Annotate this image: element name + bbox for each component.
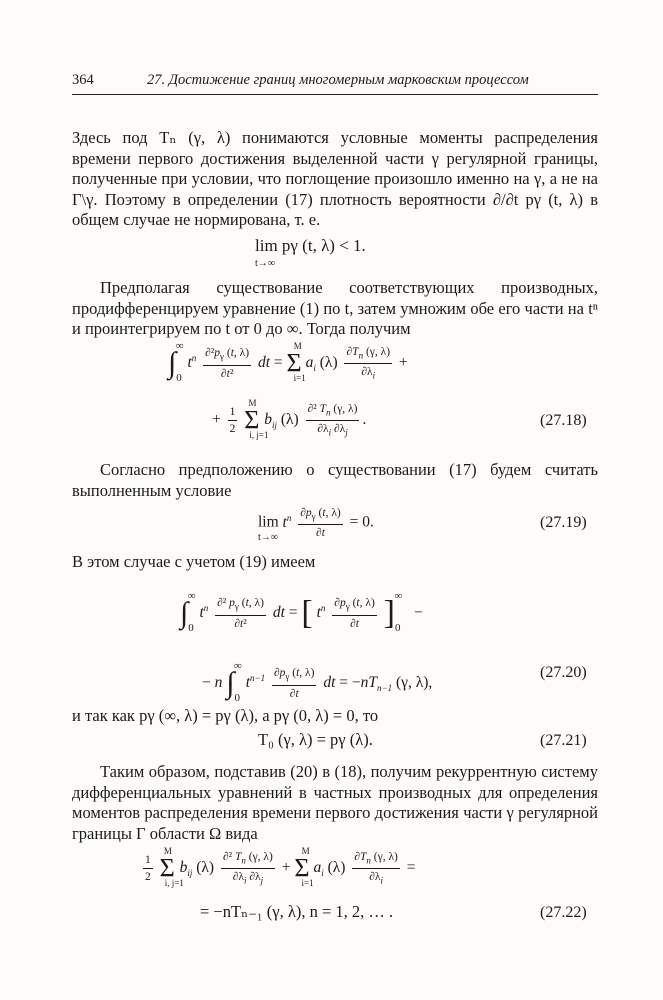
paragraph-5: и так как pγ (∞, λ) = pγ (λ), а pγ (0, λ) = 0, то [72,706,379,725]
paragraph-1: Здесь под Tₙ (γ, λ) понимаются условные моменты распределения времени первого достижения выделенной части γ регулярной границы, полученные при условии, что поглощение произошло именно на γ, а не на Γ\γ. Поэтому в определении (17) плотность вероятности ∂/∂t pγ (t, λ) в общем случае не нормирована, т. е. [72,128,598,229]
equation-limit: lim pγ (t, λ) < 1. [255,236,366,255]
equation-27-21: T₀ (γ, λ) = pγ (λ). [258,730,373,749]
paragraph-4: В этом случае с учетом (19) имеем [72,552,316,571]
equation-27-20-line2: − n $\int_0^\infty$ $t^{n-1}$ $\frac{\partial p_\gamma (t, \lambda)}{\partial t}$ dt = $-nT_{n-1}$ (γ, λ), [202,660,433,704]
page-number: 364 [72,72,94,88]
equation-number-27-21: (27.21) [540,732,587,749]
equation-27-18-line1: $\int_0^\infty$ $t^n$ $\frac{\partial^2p_\gamma (t, \lambda)}{\text{∂t²}}$ dt = $\Sigma_{i=1}^M$ $a_i$ (λ) $\frac{\partial T_n (\gamma, \lambda)}{\partial\lambda_i}$ + [168,340,408,384]
paragraph-6: Таким образом, подставив (20) в (18), получим рекуррентную систему дифференциальных уравнений в частных производных для определения моментов распределения времени первого достижения части γ регулярной границы Γ области Ω вида [72,762,598,843]
running-title: 27. Достижение границ многомерным марковским процессом [147,72,529,88]
equation-27-19: $\lim t^n$ $\frac{\partial p_\gamma (t, \lambda)}{\partial t}$ = 0. [258,507,374,540]
paragraph-3: Согласно предположению о существовании (17) будем считать выполненным условие [72,460,598,500]
equation-27-20-line1: $\int_0^\infty$ $t^n$ $\frac{\partial^2 p_\gamma (t, \lambda)}{\text{∂t²}}$ dt = [ $t^n$ $\frac{\partial p_\gamma (t, \lambda)}{\partial t}$ ]$_0^\infty$ − [180,590,423,634]
equation-27-22-line1: $\frac{1}{2}$ $\Sigma_{i, j=1}^M$ $b_{ij}$ (λ) $\frac{\partial^2 T_n (\gamma, \lambda)}{\partial\lambda_i \partial\lambda_j}$ + $\Sigma_{i=1}^M$ $a_i$ (λ) $\frac{\partial T_n (\gamma, \lambda)}{\partial\lambda_i}$ = [145,846,416,888]
equation-number-27-22: (27.22) [540,904,587,921]
equation-limit-subscript: t→∞ [255,258,275,269]
equation-27-19-subscript: t→∞ [258,532,278,543]
equation-number-27-18: (27.18) [540,412,587,429]
equation-27-18-line2: + $\frac{1}{2}$ $\Sigma_{i, j=1}^M$ $b_{ij}$ (λ) $\frac{\partial^2 T_n (\gamma, \lambda)}{\partial\lambda_i \partial\lambda_j}$ . [212,398,367,440]
paragraph-2: Предполагая существование соответствующих производных, продифференцируем уравнение (1) по t, затем умножим обе его части на tⁿ и проинтегрируем по t от 0 до ∞. Тогда получим [72,278,598,338]
equation-number-27-20: (27.20) [540,664,587,681]
equation-27-18-text-line1 [0,0,1,1]
equation-27-22-line2: = −nTₙ₋₁ (γ, λ), n = 1, 2, … . [200,902,394,921]
running-header [72,70,598,95]
equation-number-27-19: (27.19) [540,514,587,531]
